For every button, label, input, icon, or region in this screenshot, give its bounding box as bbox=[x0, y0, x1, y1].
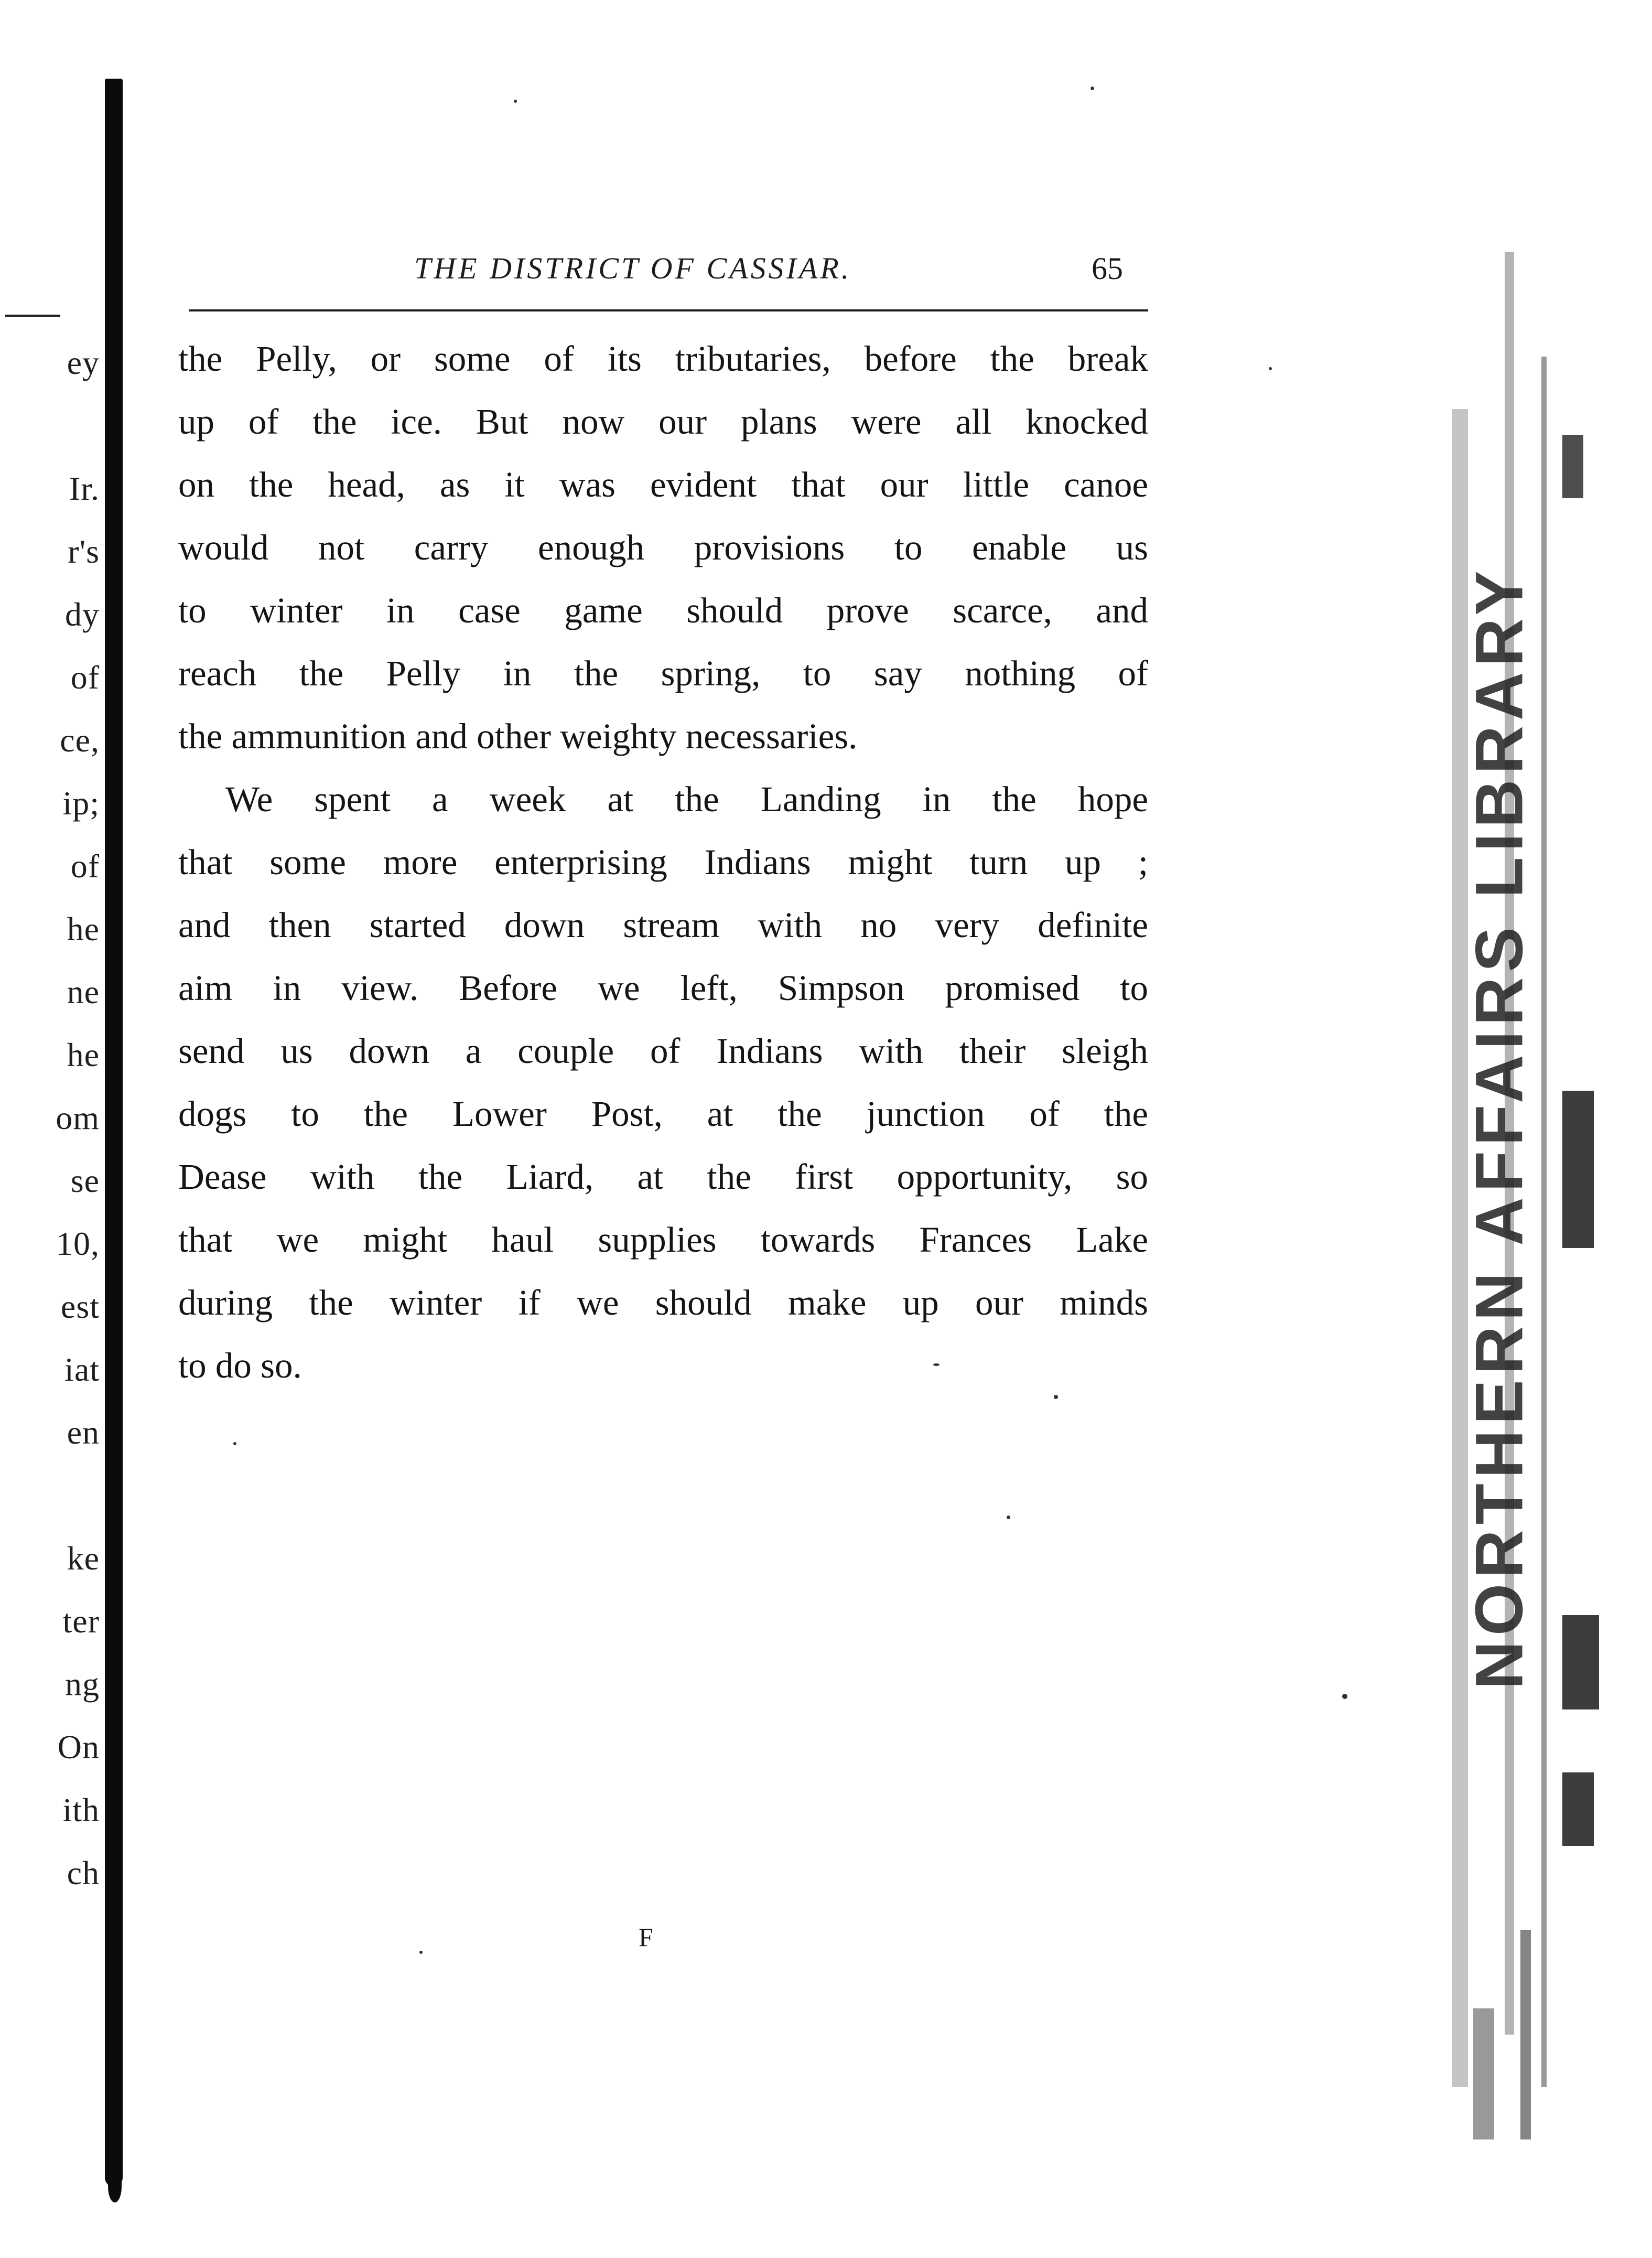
fragment: ip; bbox=[62, 784, 100, 822]
text-line: that some more enterprising Indians might turn up ; bbox=[178, 842, 1148, 882]
fragment: dy bbox=[65, 596, 100, 633]
fragment: ng bbox=[65, 1665, 100, 1703]
text-line: to do so. bbox=[178, 1346, 302, 1385]
fragment: en bbox=[67, 1414, 100, 1451]
fragment: 10, bbox=[56, 1225, 100, 1262]
text-line: We spent a week at the Landing in the hope bbox=[225, 779, 1148, 819]
text-line: during the winter if we should make up our minds bbox=[178, 1283, 1148, 1322]
header-rule bbox=[189, 309, 1148, 311]
fragment: he bbox=[67, 1036, 100, 1073]
page-number: 65 bbox=[1092, 251, 1123, 286]
text-line: that we might haul supplies towards Frances Lake bbox=[178, 1220, 1148, 1260]
fragment: ce, bbox=[60, 722, 100, 759]
text-line: to winter in case game should prove scarce, and bbox=[178, 590, 1148, 630]
scan-speck bbox=[419, 1951, 423, 1954]
fragment: On bbox=[57, 1728, 100, 1766]
fragment: of bbox=[70, 847, 100, 885]
text-line: would not carry enough provisions to enable us bbox=[178, 528, 1148, 567]
text-line: on the head, as it was evident that our little canoe bbox=[178, 465, 1148, 504]
signature-mark: F bbox=[639, 1922, 653, 1952]
scan-speck bbox=[1054, 1395, 1058, 1399]
scan-speck bbox=[1269, 367, 1272, 370]
fragment: iat bbox=[64, 1351, 100, 1388]
fragment: ch bbox=[67, 1854, 100, 1891]
fragment: om bbox=[56, 1099, 100, 1136]
fragment: he bbox=[67, 910, 100, 948]
fragment: r's bbox=[68, 533, 100, 570]
fragment: se bbox=[70, 1162, 100, 1199]
text-line: up of the ice. But now our plans were all knocked bbox=[178, 402, 1148, 442]
text-line: the ammunition and other weighty necessaries. bbox=[178, 716, 858, 756]
scan-speck bbox=[1007, 1515, 1010, 1519]
text-line: the Pelly, or some of its tributaries, before the break bbox=[178, 339, 1148, 379]
scan-speck bbox=[514, 100, 517, 103]
binding-shadow bbox=[105, 79, 123, 2187]
fragment: ter bbox=[62, 1603, 100, 1640]
scan-speck bbox=[1342, 1694, 1347, 1699]
text-line: aim in view. Before we left, Simpson promised to bbox=[178, 968, 1148, 1008]
scan-speck bbox=[233, 1442, 236, 1445]
fragment: ne bbox=[67, 973, 100, 1010]
fragment: est bbox=[60, 1288, 100, 1325]
text-line: Dease with the Liard, at the first opportunity, so bbox=[178, 1157, 1148, 1197]
text-line: reach the Pelly in the spring, to say nothing of bbox=[178, 653, 1148, 693]
fragment: ey bbox=[67, 344, 100, 381]
running-head-title: THE DISTRICT OF CASSIAR. bbox=[414, 251, 852, 285]
text-line: send us down a couple of Indians with their sleigh bbox=[178, 1031, 1148, 1071]
scan-speck bbox=[933, 1363, 940, 1366]
fragment: of bbox=[70, 659, 100, 696]
text-line: dogs to the Lower Post, at the junction of the bbox=[178, 1094, 1148, 1134]
library-stamp-text: NORTHERN AFFAIRS LIBRARY bbox=[1462, 565, 1537, 1690]
fragment: ith bbox=[62, 1791, 100, 1829]
fragment: Ir. bbox=[69, 470, 100, 507]
scan-speck bbox=[1090, 87, 1094, 90]
text-line: and then started down stream with no very definite bbox=[178, 905, 1148, 945]
prev-page-rule bbox=[5, 315, 60, 317]
fragment: ke bbox=[67, 1540, 100, 1577]
